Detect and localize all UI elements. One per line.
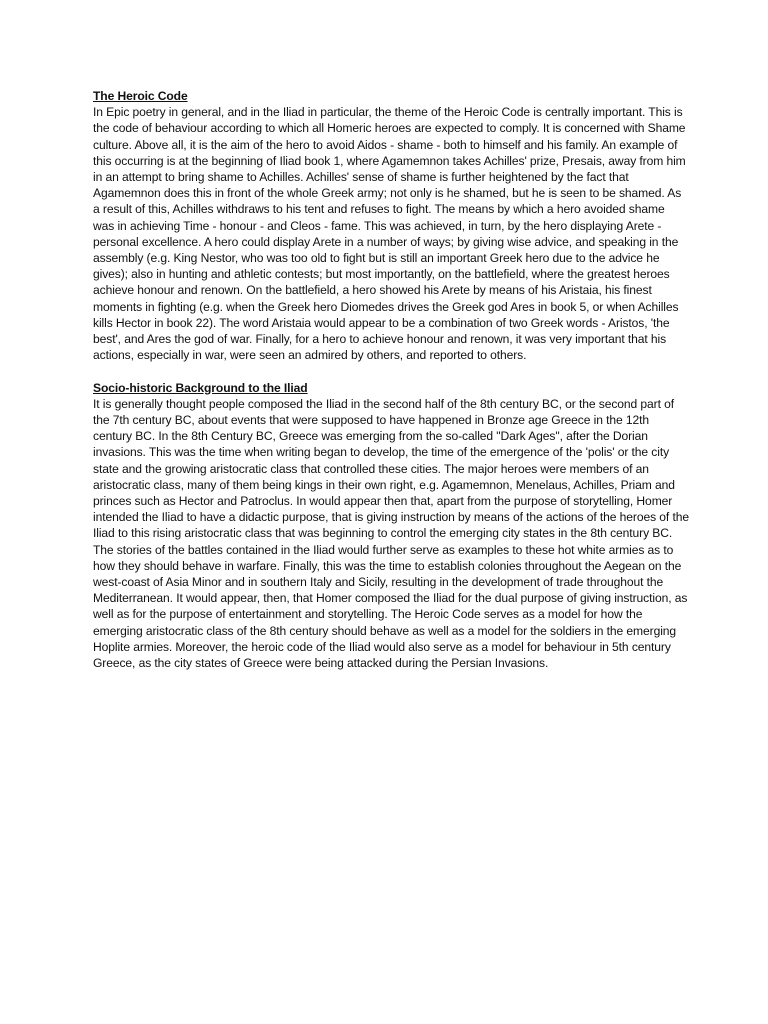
section-spacer [93, 363, 689, 379]
section-heroic-code [93, 88, 689, 363]
section-body: In Epic poetry in general, and in the Iliad in particular, the theme of the Heroic Code is centrally important. This is the code of behaviour according to which all Homeric heroes are expected to comply. It is concerned with Shame culture. Above all, it is the aim of the hero to avoid Aidos - shame - both to himself and his family. An example of this occurring is at the beginning of Iliad book 1, where Agamemnon takes Achilles' prize, Presais, away from him in an attempt to bring shame to Achilles. Achilles' sense of shame is further heightened by the fact that Agamemnon does this in front of the whole Greek army; not only is he shamed, but he is seen to be shamed. As a result of this, Achilles withdraws to his tent and refuses to fight. The means by which a hero avoided shame was in achieving Time - honour - and Cleos - fame. This was achieved, in turn, by the hero displaying Arete - personal excellence. A hero could display Arete in a number of ways; by giving wise advice, and speaking in the assembly (e.g. King Nestor, who was too old to fight but is still an important Greek hero due to the advice he gives); also in hunting and athletic contests; but most importantly, on the battlefield, where the greatest heroes achieve honour and renown. On the battlefield, a hero showed his Arete by means of his Aristaia, his finest moments in fighting (e.g. when the Greek hero Diomedes drives the Greek god Ares in book 5, or when Achilles kills Hector in book 22). The word Aristaia would appear to be a combination of two Greek words - Aristos, 'the best', and Ares the god of war. Finally, for a hero to achieve honour and renown, it was very important that his actions, especially in war, were seen an admired by others, and reported to others. [93, 105, 686, 363]
document-page [93, 88, 689, 671]
section-heading: Socio-historic Background to the Iliad [93, 380, 308, 395]
section-body: It is generally thought people composed the Iliad in the second half of the 8th century BC, or the second part of the 7th century BC, about events that were supposed to have happened in Bronze age Greece in the 12th century BC. In the 8th Century BC, Greece was emerging from the so-called "Dark Ages", after the Dorian invasions. This was the time when writing began to develop, the time of the emergence of the 'polis' or the city state and the growing aristocratic class that controlled these cities. The major heroes were members of an aristocratic class, many of them being kings in their own right, e.g. Agamemnon, Menelaus, Achilles, Priam and princes such as Hector and Patroclus. In would appear then that, apart from the purpose of storytelling, Homer intended the Iliad to have a didactic purpose, that is giving instruction by means of the actions of the heroes of the Iliad to this rising aristocratic class that was beginning to control the emerging city states in the 8th century BC. The stories of the battles contained in the Iliad would further serve as examples to these hot white armies as to how they should behave in warfare. Finally, this was the time to establish colonies throughout the Aegean on the west-coast of Asia Minor and in southern Italy and Sicily, resulting in the development of trade throughout the Mediterranean. It would appear, then, that Homer composed the Iliad for the dual purpose of giving instruction, as well as for the purpose of entertainment and storytelling. The Heroic Code serves as a model for how the emerging aristocratic class of the 8th century should behave as well as a model for the soldiers in the emerging Hoplite armies. Moreover, the heroic code of the Iliad would also serve as a model for behaviour in 5th century Greece, as the city states of Greece were being attacked during the Persian Invasions. [93, 396, 689, 671]
section-socio-historic-background [93, 380, 689, 672]
section-heading: The Heroic Code [93, 89, 188, 103]
